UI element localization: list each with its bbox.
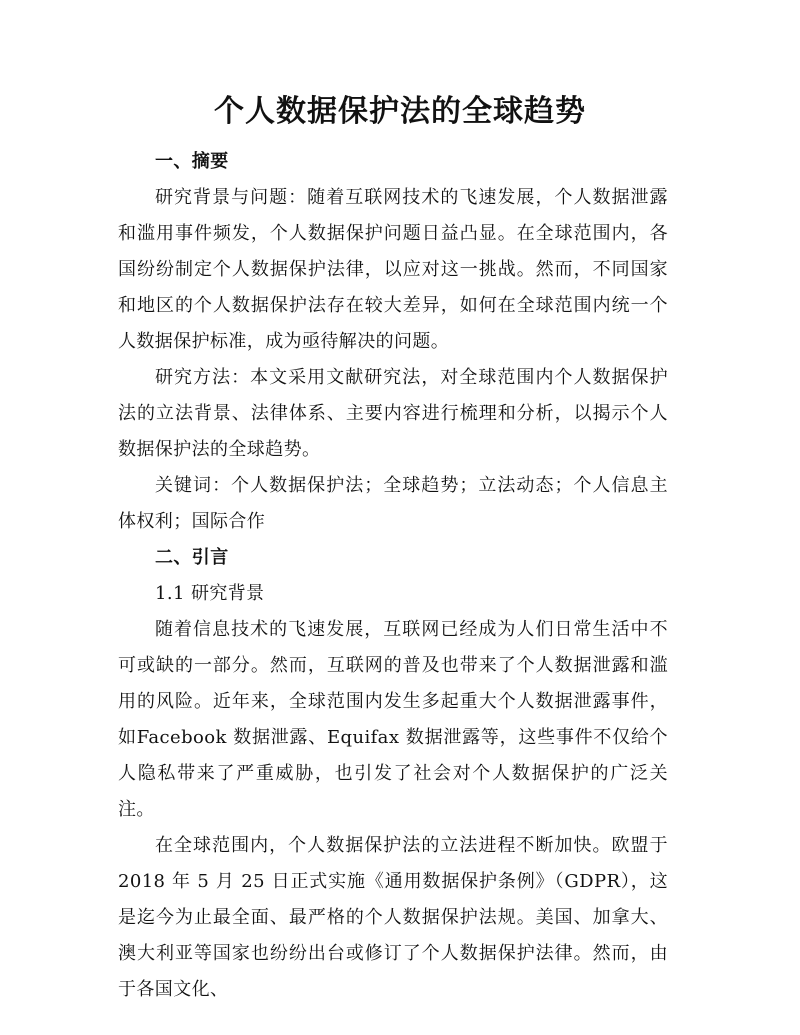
intro-paragraph-1: 随着信息技术的飞速发展，互联网已经成为人们日常生活中不可或缺的一部分。然而，互联网的普及也带来了个人数据泄露和滥用的风险。近年来，全球范围内发生多起重大个人数据泄露事件，如Facebook 数据泄露、Equifax 数据泄露等，这些事件不仅给个人隐私带来了严重威胁，也引发了社会对个人数据保护的广泛关注。 [118, 619, 668, 820]
abstract-keywords: 关键词：个人数据保护法；全球趋势；立法动态；个人信息主体权利；国际合作 [118, 475, 668, 532]
page-title: 个人数据保护法的全球趋势 [214, 94, 586, 129]
intro-heading: 二、引言 [155, 547, 229, 568]
intro-paragraph-2: 在全球范围内，个人数据保护法的立法进程不断加快。欧盟于2018 年 5 月 25 日正式实施《通用数据保护条例》（GDPR），这是迄今为止最全面、最严格的个人数据保护法规。美国、加拿大、澳大利亚等国家也纷纷出台或修订了个人数据保护法律。然而，由于各国文化、 [118, 835, 668, 1000]
document-body [118, 144, 668, 1008]
intro-subheading: 1.1 研究背景 [155, 583, 265, 604]
abstract-heading: 一、摘要 [155, 151, 229, 172]
abstract-paragraph-method: 研究方法：本文采用文献研究法，对全球范围内个人数据保护法的立法背景、法律体系、主要内容进行梳理和分析，以揭示个人数据保护法的全球趋势。 [118, 367, 668, 460]
abstract-paragraph-background: 研究背景与问题：随着互联网技术的飞速发展，个人数据泄露和滥用事件频发，个人数据保护问题日益凸显。在全球范围内，各国纷纷制定个人数据保护法律，以应对这一挑战。然而，不同国家和地区的个人数据保护法存在较大差异，如何在全球范围内统一个人数据保护标准，成为亟待解决的问题。 [118, 187, 668, 352]
